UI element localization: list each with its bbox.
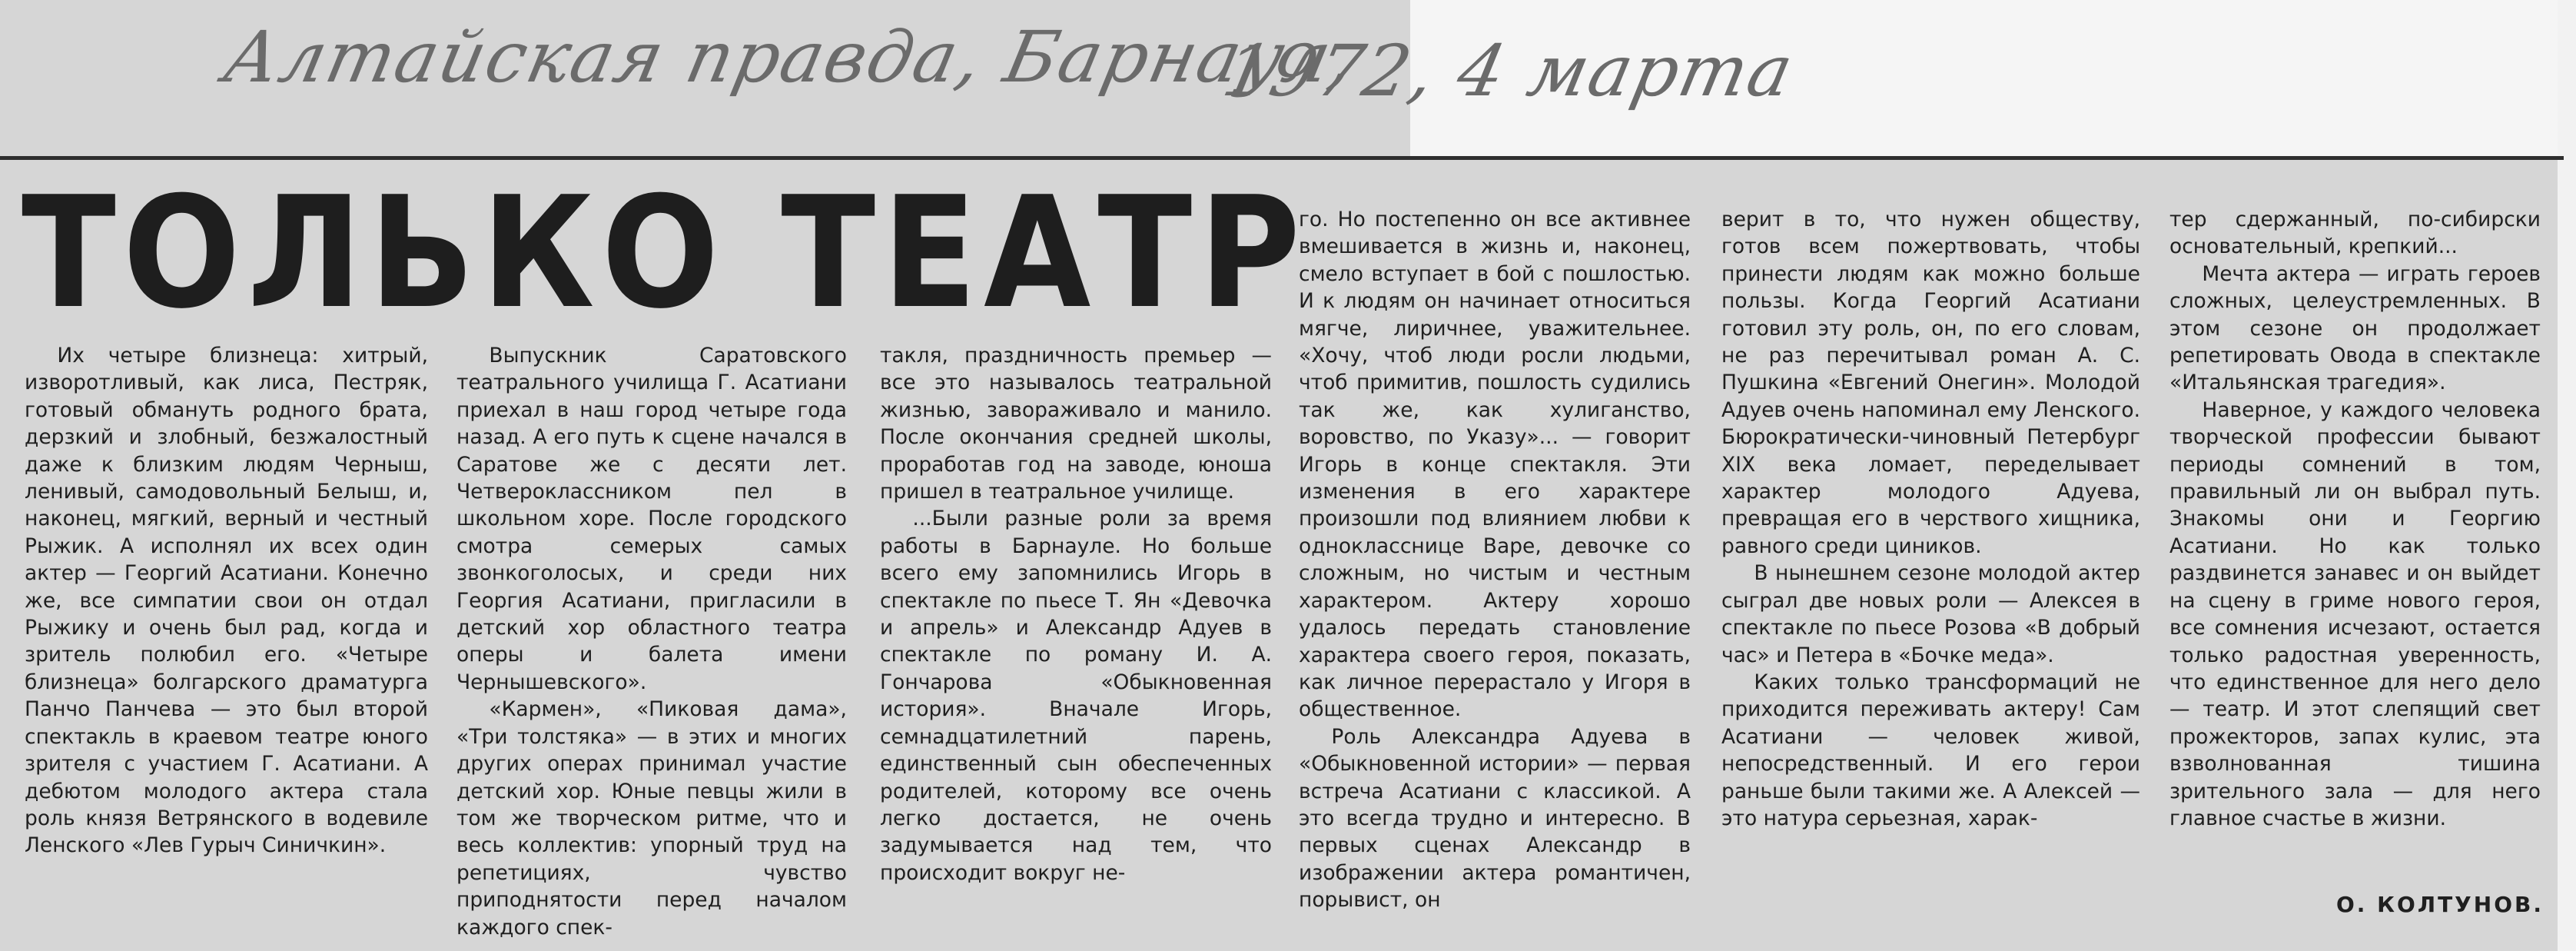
- article-paragraph: такля, праздничность премьер — все это называлось театральной жизнью, завораживало и манило. После окончания средней школы, проработав год на заводе, юноша пришел в театральное училище.: [880, 344, 1272, 504]
- article-paragraph: Мечта актера — играть героев сложных, целеустремленных. В этом сезоне он продолжает репетировать Овода в спектакле «Итальянская трагедия».: [2169, 261, 2541, 395]
- article-column-3: [880, 342, 1272, 949]
- torn-paper-edge-right: [2558, 0, 2576, 951]
- article-paragraph: Роль Александра Адуева в «Обыкновенной истории» — первая встреча Асатиани с классикой. А это всегда трудно и интересно. В первых сценах Александр в изображении актера романтичен, порывист, он: [1299, 724, 1691, 913]
- article-paragraph: тер сдержанный, по-сибирски основательный, крепкий...: [2169, 208, 2541, 259]
- article-paragraph: ...Были разные роли за время работы в Барнауле. Но больше всего ему запомнились Игорь в спектакле по пьесе Т. Ян «Девочка и апрель» и Александр Адуев в спектакле по роману И. А. Гончарова «Обыкновенная история». Вначале Игорь, семнадцатилетний парень, единственный сын обеспеченных родителей, которому все очень легко достается, не очень задумывается над тем, что происходит вокруг не-: [880, 507, 1272, 885]
- article-byline: О. КОЛТУНОВ.: [2335, 892, 2544, 917]
- handwritten-date-note: 1972, 4 марта: [1216, 30, 1801, 112]
- article-paragraph: В нынешнем сезоне молодой актер сыграл две новых роли — Алексея в спектакле по пьесе Розова «В добрый час» и Петера в «Бочке меда».: [1721, 561, 2140, 667]
- article-column-6: [2169, 206, 2541, 949]
- article-paragraph: Их четыре близнеца: хитрый, изворотливый, как лиса, Пестряк, готовый обмануть родного брата, дерзкий и злобный, безжалостный даже к близким людям Черныш, ленивый, самодовольный Белыш, и, наконец, мягкий, верный и честный Рыжик. А исполнял их всех один актер — Георгий Асатиани. Конечно же, все симпатии свои он отдал Рыжику и очень был рад, когда и зритель полюбил его. «Четыре близнеца» болгарского драматурга Панчо Панчева — это был второй спектакль в краевом театре юного зрителя с участием Г. Асатиани. А дебютом молодого актера стала роль князя Ветрянского в водевиле Ленского «Лев Гурыч Синичкин».: [25, 344, 428, 858]
- article-column-1: [25, 342, 428, 949]
- handwritten-source-note: Алтайская правда, Барнаул,: [217, 16, 1364, 98]
- article-paragraph: го. Но постепенно он все активнее вмешивается в жизнь и, наконец, смело вступает в бой с пошлостью. И к людям он начинает относиться мягче, лиричнее, уважительнее. «Хочу, чтоб люди росли людьми, чтоб примитив, пошлость судились так же, как хулиганство, воровство, по Указу»... — говорит Игорь в конце спектакля. Эти изменения в его характере произошли под влиянием любви к однокласснице Варе, девочке со сложным, но чистым и честным характером. Актеру хорошо удалось передать становление характера своего героя, показать, как личное перерастало у Игоря в общественное.: [1299, 208, 1691, 722]
- article-paragraph: «Кармен», «Пиковая дама», «Три толстяка» — в этих и многих других операх принимал участие детский хор. Юные певцы жили в том же творческом ритме, что и весь коллектив: упорный труд на репетициях, чувство приподнятости перед началом каждого спек-: [456, 697, 847, 939]
- article-column-4: [1299, 206, 1691, 949]
- article-paragraph: Наверное, у каждого человека творческой профессии бывают периоды сомнений в том, правильный ли он выбрал путь. Знакомы они и Георгию Асатиани. Но как только раздвинется занавес и он выйдет на сцену в гриме нового героя, все сомнения исчезают, остается только радостная уверенность, что единственное для него дело — театр. И этот слепящий свет прожекторов, запах кулис, эта взволнованная тишина зрительного зала — для него главное счастье в жизни.: [2169, 397, 2541, 830]
- article-column-5: [1721, 206, 2140, 949]
- article-paragraph: Каких только трансформаций не приходится переживать актеру! Сам Асатиани — человек живой, непосредственный. И его герои раньше были такими же. А Алексей — это натура серьезная, харак-: [1721, 670, 2140, 830]
- article-headline: ТОЛЬКО ТЕАТР: [22, 164, 1308, 343]
- top-rule-divider: [0, 156, 2564, 160]
- article-paragraph: Выпускник Саратовского театрального училища Г. Асатиани приехал в наш город четыре года назад. А его путь к сцене начался в Саратове же с десяти лет. Четвероклассником пел в школьном хоре. После городского смотра семерых самых звонкоголосых, и среди них Георгия Асатиани, пригласили в детский хор областного театра оперы и балета имени Чернышевского».: [456, 344, 847, 694]
- article-paragraph: верит в то, что нужен обществу, готов всем пожертвовать, чтобы принести людям как можно больше пользы. Когда Георгий Асатиани готовил эту роль, он, по его словам, не раз перечитывал роман А. С. Пушкина «Евгений Онегин». Молодой Адуев очень напоминал ему Ленского. Бюрократически-чиновный Петербург XIX века ломает, переделывает характер молодого Адуева, превращая его в черствого хищника, равного среди циников.: [1721, 208, 2140, 558]
- article-column-2: [456, 342, 847, 949]
